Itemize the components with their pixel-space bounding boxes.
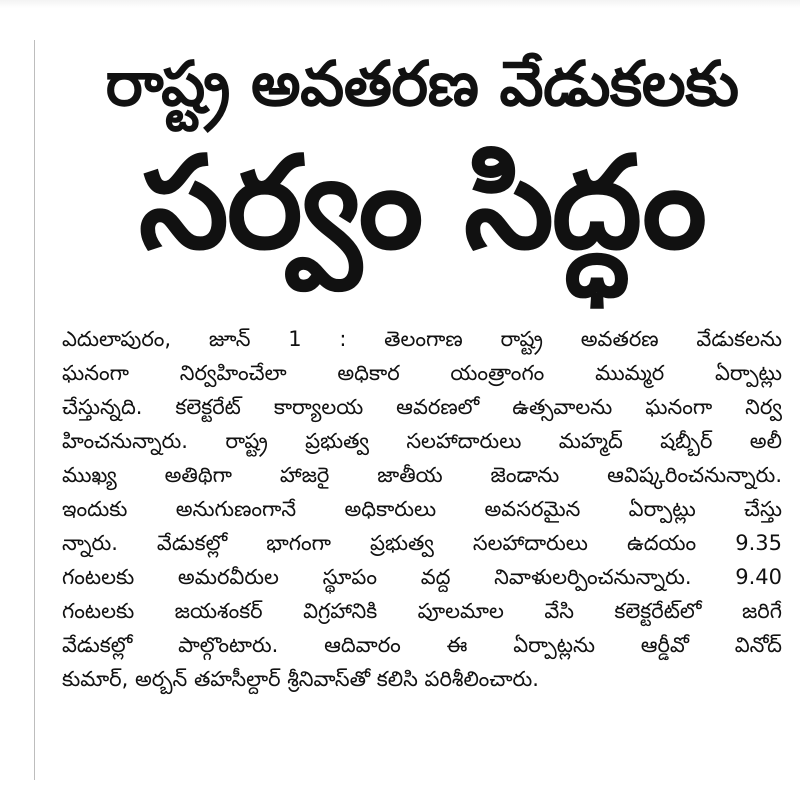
- body-line: ఘనంగా నిర్వహించేలా అధికార యంత్రాంగం ముమ్మర ఏర్పాట్లు: [62, 361, 782, 385]
- news-article: [62, 30, 782, 696]
- body-line: గంటలకు అమరవీరుల స్థూపం వద్ద నివాళులర్పించనున్నారు. 9.40: [62, 565, 782, 589]
- body-line: ముఖ్య అతిథిగా హాజరై జాతీయ జెండాను ఆవిష్కరించనున్నారు.: [62, 463, 782, 487]
- body-line: కుమార్, అర్బన్ తహసీల్దార్ శ్రీనివాస్‌తో కలిసి పరిశీలించారు.: [62, 667, 539, 691]
- headline-main: సర్వం సిద్ధం: [138, 129, 706, 278]
- body-line: చేస్తున్నది. కలెక్టరేట్ కార్యాలయ ఆవరణలో ఉత్సవాలను ఘనంగా నిర్వ: [62, 395, 782, 419]
- body-line: గంటలకు జయశంకర్ విగ్రహానికి పూలమాల వేసి కలెక్టరేట్‌లో జరిగే: [62, 599, 782, 623]
- top-edge: [0, 0, 800, 8]
- body-line: ఎదులాపురం, జూన్ 1 : తెలంగాణ రాష్ట్ర అవతరణ వేడుకలను: [62, 327, 782, 351]
- body-line: వేడుకల్లో పాల్గొంటారు. ఆదివారం ఈ ఏర్పాట్లను ఆర్డీవో వినోద్: [62, 633, 782, 657]
- body-line: న్నారు. వేడుకల్లో భాగంగా ప్రభుత్వ సలహాదారులు ఉదయం 9.35: [62, 531, 782, 555]
- article-body: [62, 322, 782, 696]
- column-rule: [34, 40, 35, 780]
- headline-kicker: రాష్ట్ర అవతరణ వేడుకలకు: [105, 47, 739, 120]
- body-line: హించనున్నారు. రాష్ట్ర ప్రభుత్వ సలహాదారులు మహ్మద్ షబ్బీర్ అలీ: [62, 429, 782, 453]
- body-line: ఇందుకు అనుగుణంగానే అధికారులు అవసరమైన ఏర్పాట్లు చేస్తు: [62, 497, 782, 521]
